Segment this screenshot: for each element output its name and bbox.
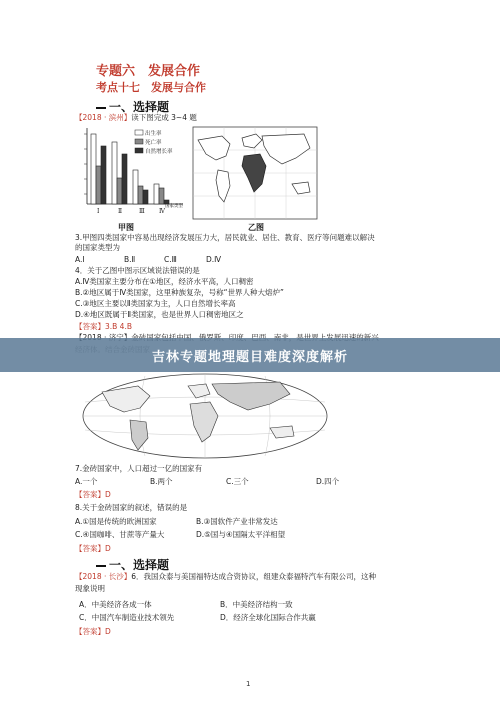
x-label-2: Ⅱ xyxy=(118,208,123,215)
q6-option-d: D．经济全球化国际合作共赢 xyxy=(220,613,316,622)
q8-stem: 8.关于金砖国家的叙述，错误的是 xyxy=(75,503,188,512)
answer-8: 【答案】D xyxy=(75,544,111,553)
bar xyxy=(122,154,127,204)
answer-7: 【答案】D xyxy=(75,490,111,499)
world-region-map xyxy=(192,126,318,220)
x-label-1: Ⅰ xyxy=(97,208,100,215)
bar xyxy=(133,170,138,204)
page-number: 1 xyxy=(246,680,251,688)
q7-option-c: C.三个 xyxy=(226,477,249,486)
section-heading-2: 一、选择题 xyxy=(96,556,169,573)
q7-option-b: B.两个 xyxy=(150,477,173,486)
q4-option-c: C.③地区主要以Ⅱ类国家为主，人口自然增长率高 xyxy=(75,299,236,308)
x-axis-label: 国家类型 xyxy=(165,204,183,209)
bar xyxy=(159,188,164,204)
q6-stem-line1: 【2018 · 长沙】6．我国众泰与美国福特达成合资协议，组建众泰福特汽车有限公司，这种 xyxy=(75,572,377,581)
legend-label-3: 自然增长率 xyxy=(145,149,173,155)
topic-subtitle: 考点十七 发展与合作 xyxy=(96,81,206,94)
q8-option-c: C.④国咖啡、甘蔗等产量大 xyxy=(75,530,165,539)
q4-stem: 4．关于乙图中图示区域说法错误的是 xyxy=(75,266,200,275)
q6-option-c: C．中国汽车制造业技术领先 xyxy=(79,613,175,622)
legend-label-1: 出生率 xyxy=(145,131,162,137)
q3-option-b: B.Ⅱ xyxy=(124,255,136,264)
question-intro: 【2018 · 滨州】读下图完成 3~4 题 xyxy=(75,113,197,122)
q4-option-a: A.Ⅳ类国家主要分布在①地区，经济水平高，人口稠密 xyxy=(75,277,254,286)
q4-option-b: B.②地区属于Ⅳ类国家，这里种族复杂，号称“世界人种大熔炉” xyxy=(75,288,284,297)
q3-option-c: C.Ⅲ xyxy=(164,255,177,264)
bar xyxy=(154,184,159,204)
legend-label-2: 死亡率 xyxy=(145,140,162,146)
q8-option-b: B.③国软件产业非常发达 xyxy=(196,517,278,526)
chart-caption: 甲图 xyxy=(118,223,134,232)
bar xyxy=(138,186,143,204)
bar xyxy=(101,146,106,204)
q4-option-d: D.④地区既属于Ⅱ类国家，也是世界人口稠密地区之 xyxy=(75,310,244,319)
q6-option-b: B．中美经济结构一致 xyxy=(220,600,293,609)
bar xyxy=(91,134,96,204)
bar-group-2 xyxy=(112,142,127,204)
bar xyxy=(112,142,117,204)
q8-option-d: D.⑤国与④国隔太平洋相望 xyxy=(196,530,286,539)
x-label-3: Ⅲ xyxy=(139,208,145,215)
topic-title: 专题六 发展合作 xyxy=(96,64,201,79)
overlay-title: 吉林专题地理题目难度深度解析 xyxy=(151,349,348,365)
bar xyxy=(96,166,101,204)
bar xyxy=(117,178,122,204)
population-bar-chart xyxy=(75,124,190,222)
q6-stem-line2: 现象说明 xyxy=(75,584,105,593)
bar-group-1 xyxy=(91,134,106,204)
q3-stem-line2: 的国家类型为 xyxy=(75,243,120,252)
map-caption: 乙图 xyxy=(248,223,264,232)
answer-3-4: 【答案】3.B 4.B xyxy=(75,322,132,331)
q3-stem-line1: 3.甲图四类国家中容易出现经济发展压力大，居民就业、居住、教育、医疗等问题难以解决 xyxy=(75,233,375,242)
bar-group-3 xyxy=(133,170,148,204)
title-overlay-banner xyxy=(0,338,500,372)
q8-option-a: A.①国是传统的欧洲国家 xyxy=(75,517,157,526)
q6-option-a: A．中美经济各成一体 xyxy=(79,600,152,609)
q7-option-d: D.四个 xyxy=(316,477,340,486)
q3-option-a: A.Ⅰ xyxy=(75,255,85,264)
x-label-4: Ⅳ xyxy=(159,208,165,215)
brics-world-map xyxy=(80,372,330,460)
answer-6: 【答案】D xyxy=(75,627,111,636)
q7-option-a: A.一个 xyxy=(75,477,98,486)
section-heading-1: 一、选择题 xyxy=(96,98,169,115)
q3-option-d: D.Ⅳ xyxy=(206,255,222,264)
q7-stem: 7.金砖国家中，人口超过一亿的国家有 xyxy=(75,464,203,473)
bar xyxy=(143,190,148,204)
bar-group-4 xyxy=(154,184,169,204)
